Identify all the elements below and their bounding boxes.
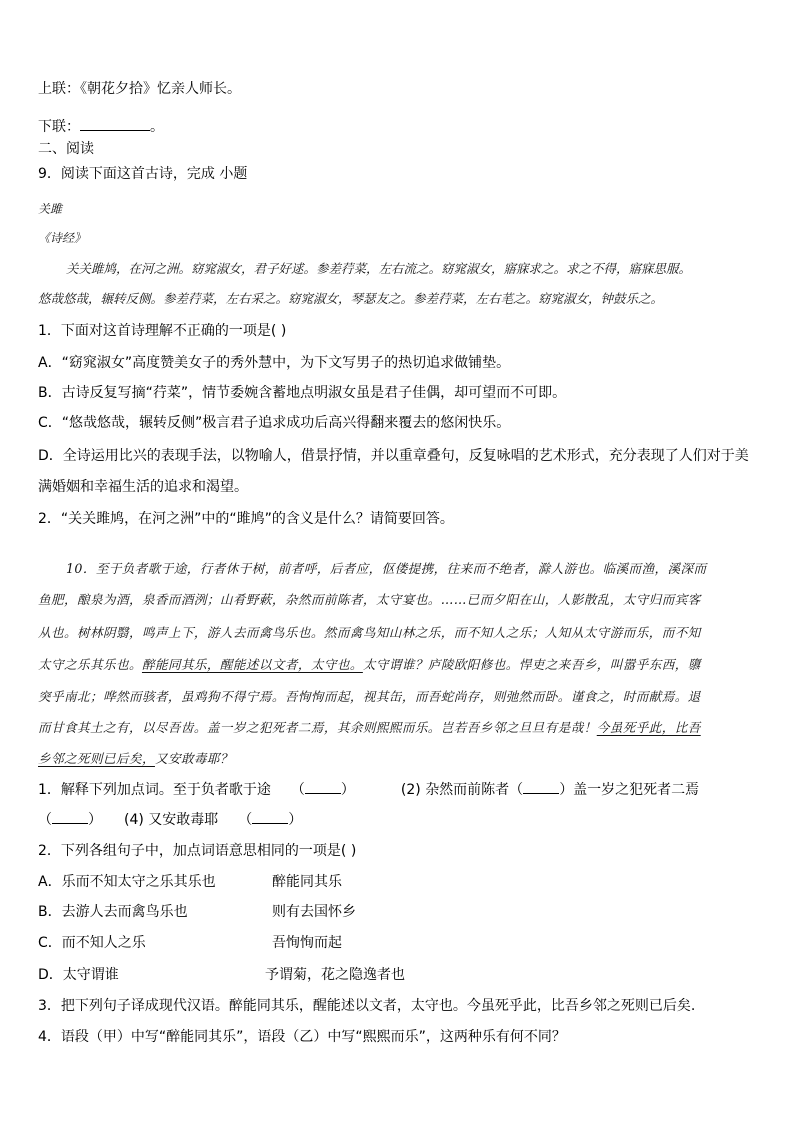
q10-passage-line-7 [38,749,233,769]
q9-option-c: C．“悠哉悠哉，辗转反侧”极言君子追求成功后高兴得翻来覆去的悠闲快乐。 [38,415,511,431]
q9-option-d-line1: D．全诗运用比兴的表现手法，以物喻人，借景抒情，并以重章叠句，反复咏唱的艺术形式，充分表现了人们对于美 [38,448,749,464]
couplet-lower-suffix: 。 [150,119,164,135]
answer-blank[interactable] [305,779,341,794]
poem-source: 《诗经》 [38,231,87,245]
q10-passage-line-6 [38,718,701,738]
q10-passage-line-5: 突乎南北；哗然而骇者，虽鸡狗不得宁焉。吾恂恂而起，视其缶，而吾蛇尚存，则弛然而卧。谨食之，时而献焉。退 [38,689,701,704]
couplet-lower [38,116,164,137]
q9-option-d-line2: 满婚姻和幸福生活的追求和渴望。 [38,479,248,495]
answer-blank[interactable] [52,809,88,824]
passage-text: 太守之乐其乐也。 [38,657,142,672]
q10-sub3: 3．把下列句子译成现代汉语。醉能同其乐，醒能述以文者，太守也。今虽死乎此，比吾乡邻之死则已后矣. [38,998,696,1014]
poem-title: 关雎 [38,202,63,216]
q10-passage-line-4 [38,655,701,675]
option-left: A．乐而不知太守之乐其乐也 [38,874,216,890]
poem-line-1: 关关雎鸠，在河之洲。窈窕淑女，君子好逑。参差荇菜，左右流之。窈窕淑女，寤寐求之。求之不得，寤寐思服。 [66,261,692,276]
q10-sub2-option-a [38,872,342,892]
option-right: 醉能同其乐 [272,874,342,890]
q10-sub4: 4．语段（甲）中写“醉能同其乐”，语段（乙）中写“熙熙而乐”，这两种乐有何不同？ [38,1029,566,1045]
couplet-lower-prefix: 下联： [38,119,80,135]
sub1-text: (4) 又安敢毒耶 [124,812,219,828]
q10-sub2-option-d [38,965,405,985]
q10-sub1-line1: 1．解释下列加点词。至于负者歌于途 （ ） (2) 杂然而前陈者（ ）盖一岁之犯死者二焉 [38,779,699,800]
answer-blank[interactable] [80,116,150,131]
poem-line-2: 悠哉悠哉，辗转反侧。参差荇菜，左右采之。窈窕淑女，琴瑟友之。参差荇菜，左右芼之。窈窕淑女，钟鼓乐之。 [38,291,664,306]
q10-sub2-option-b [38,902,356,922]
answer-blank[interactable] [523,779,559,794]
sub1-text: (2) 杂然而前陈者（ [400,782,524,798]
q9-sub1: 1．下面对这首诗理解不正确的一项是( ) [38,323,287,339]
q9-heading: 9．阅读下面这首古诗，完成 小题 [38,166,248,182]
sub1-text: ）盖一岁之犯死者二焉 [559,782,700,798]
q10-sub2-option-c [38,933,342,953]
q9-option-b: B．古诗反复写摘“荇菜”，情节委婉含蓄地点明淑女虽是君子佳偶，却可望而不可即。 [38,385,567,401]
passage-text: 而甘食其土之有，以尽吾齿。盖一岁之犯死者二焉，其余则熙熙而乐。岂若吾乡邻之旦旦有是哉！ [38,720,597,735]
q10-passage-line-2: 鱼肥，酿泉为酒，泉香而酒洌；山肴野蔌，杂然而前陈者，太守宴也。……已而夕阳在山，人影散乱，太守归而宾客 [38,592,701,607]
q10-passage-line-1: 10．至于负者歌于途，行者休于树，前者呼，后者应，伛偻提携，往来而不绝者，滁人游也。临溪而渔，溪深而 [66,561,707,576]
underlined-sentence: 乡邻之死则已后矣， [38,751,155,766]
passage-text: 又安敢毒耶？ [154,751,233,766]
q10-sub1-line2: （ ） (4) 又安敢毒耶 （ ） [38,809,302,830]
section-title: 二、阅读 [38,141,94,157]
option-right: 予谓菊，花之隐逸者也 [265,967,405,983]
sub1-text: 1．解释下列加点词。至于负者歌于途 [38,782,271,798]
option-right: 吾恂恂而起 [272,935,342,951]
q10-sub2: 2．下列各组句子中，加点词语意思相同的一项是( ) [38,843,357,859]
q9-sub2: 2．“关关雎鸠，在河之洲”中的“雎鸠”的含义是什么？请简要回答。 [38,511,454,527]
couplet-upper: 上联：《朝花夕拾》忆亲人师长。 [38,81,241,97]
option-left: D．太守谓谁 [38,967,119,983]
option-left: B．去游人去而禽鸟乐也 [38,904,188,920]
option-right: 则有去国怀乡 [272,904,356,920]
passage-text: 太守谓谁？庐陵欧阳修也。悍吏之来吾乡，叫嚣乎东西，隳 [362,657,701,672]
underlined-sentence: 今虽死乎此，比吾 [596,720,701,735]
answer-blank[interactable] [252,809,288,824]
q10-passage-line-3: 从也。树林阴翳，鸣声上下，游人去而禽鸟乐也。然而禽鸟知山林之乐，而不知人之乐；人知从太守游而乐，而不知 [38,625,701,640]
q9-option-a: A．“窈窕淑女”高度赞美女子的秀外慧中，为下文写男子的热切追求做铺垫。 [38,355,511,371]
option-left: C．而不知人之乐 [38,935,146,951]
underlined-sentence: 醉能同其乐，醒能述以文者，太守也。 [141,657,363,672]
